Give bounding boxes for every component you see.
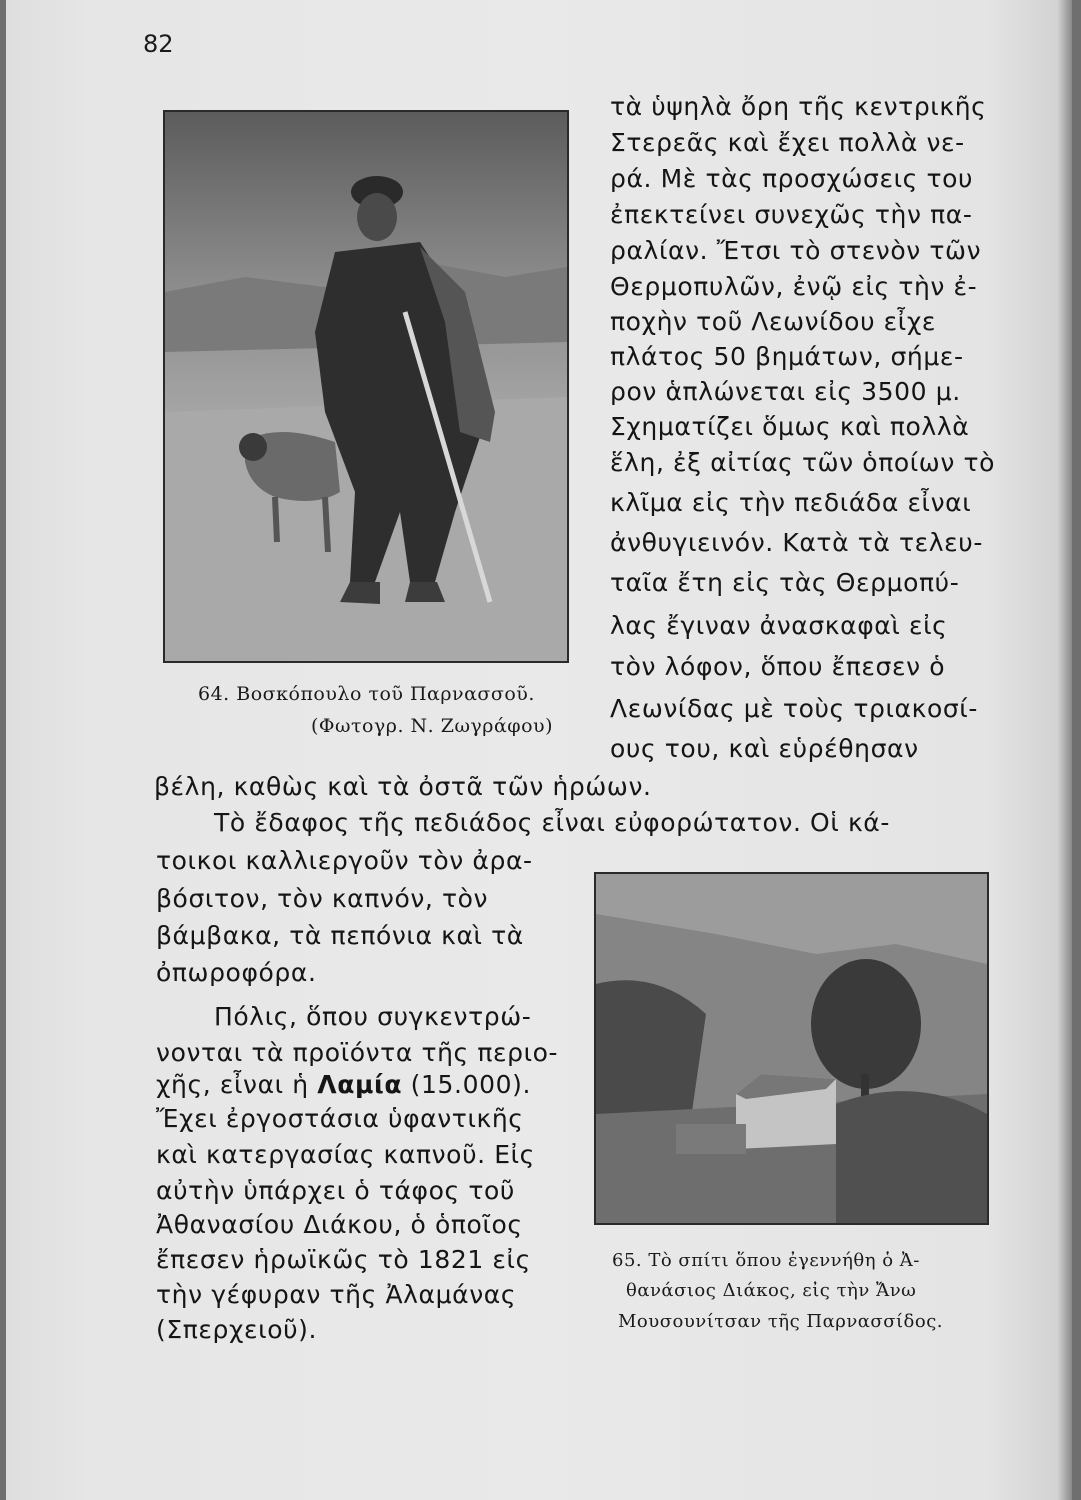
shepherd-photo [163, 110, 569, 663]
text-line: λας ἔγιναν ἀνασκαφαὶ εἰς [610, 611, 948, 640]
text-line: τὴν γέφυραν τῆς Ἀλαμάνας [156, 1280, 517, 1309]
book-page [6, 0, 1072, 1500]
text-line: Ἔχει ἐργοστάσια ὑφαντικῆς [156, 1104, 524, 1133]
text-line: βόσιτον, τὸν καπνόν, τὸν [156, 884, 489, 913]
text-line: ἀνθυγιεινόν. Κατὰ τὰ τελευ- [610, 528, 983, 557]
text-line: κλῖμα εἰς τὴν πεδιάδα εἶναι [610, 488, 972, 517]
text-line: βάμβακα, τὰ πεπόνια καὶ τὰ [156, 921, 524, 950]
text-line: (Σπερχειοῦ). [156, 1315, 318, 1344]
text-line: τὰ ὑψηλὰ ὄρη τῆς κεντρικῆς [610, 92, 987, 121]
text-line: πλάτος 50 βημάτων, σήμε- [610, 342, 964, 371]
text-line: ραλίαν. Ἔτσι τὸ στενὸν τῶν [610, 236, 982, 265]
text-line [156, 1070, 531, 1099]
text-line: Λεωνίδας μὲ τοὺς τριακοσί- [610, 694, 978, 723]
page-edge [1058, 0, 1072, 1500]
text-line: ἔπεσεν ἡρωϊκῶς τὸ 1821 εἰς [156, 1245, 531, 1274]
figure-65-caption-line3: Μουσουνίτσαν τῆς Παρνασσίδος. [618, 1311, 944, 1332]
text-line: ποχὴν τοῦ Λεωνίδου εἶχε [610, 307, 937, 336]
text-line: Θερμοπυλῶν, ἐνῷ εἰς τὴν ἐ- [610, 272, 978, 301]
text-line: ους του, καὶ εὑρέθησαν [610, 734, 919, 763]
figure-64-caption: 64. Βοσκόπουλο τοῦ Παρνασσοῦ. [198, 683, 535, 705]
figure-64-credit: (Φωτογρ. Ν. Ζωγράφου) [311, 715, 553, 737]
text-line: Ἀθανασίου Διάκου, ὁ ὁποῖος [156, 1210, 523, 1239]
text-line: Στερεᾶς καὶ ἔχει πολλὰ νε- [610, 128, 965, 157]
text-line: νονται τὰ προϊόντα τῆς περιο- [156, 1038, 559, 1067]
diakos-house-photo [594, 872, 989, 1225]
text-line: ταῖα ἔτη εἰς τὰς Θερμοπύ- [610, 568, 960, 597]
text-line: ὀπωροφόρα. [156, 958, 317, 987]
text-line: Σχηματίζει ὅμως καὶ πολλὰ [610, 412, 970, 441]
text-line: καὶ κατεργασίας καπνοῦ. Εἰς [156, 1140, 535, 1169]
diakos-house-photo-image [596, 874, 987, 1223]
text-line: τοικοι καλλιεργοῦν τὸν ἀρα- [156, 846, 533, 875]
text-fragment: (15.000). [402, 1070, 532, 1099]
text-line: ἕλη, ἐξ αἰτίας τῶν ὁποίων τὸ [610, 448, 995, 477]
paragraph-start: Πόλις, ὅπου συγκεντρώ- [214, 1002, 532, 1031]
text-line: ρον ἁπλώνεται εἰς 3500 μ. [610, 377, 961, 406]
text-line: αὐτὴν ὑπάρχει ὁ τάφος τοῦ [156, 1176, 515, 1205]
page-number: 82 [143, 30, 174, 58]
text-line: τὸν λόφον, ὅπου ἔπεσεν ὁ [610, 652, 946, 681]
text-line: βέλη, καθὼς καὶ τὰ ὀστᾶ τῶν ἡρώων. [154, 772, 652, 801]
figure-65-caption-line1: 65. Τὸ σπίτι ὅπου ἐγεννήθη ὁ Ἀ- [612, 1250, 920, 1271]
text-line: ρά. Μὲ τὰς προσχώσεις του [610, 164, 974, 193]
paragraph-start: Τὸ ἔδαφος τῆς πεδιάδος εἶναι εὐφορώτατον. Οἱ κά- [214, 808, 890, 837]
figure-65-caption-line2: θανάσιος Διάκος, εἰς τὴν Ἄνω [626, 1280, 917, 1301]
shepherd-photo-image [165, 112, 567, 661]
text-line: ἐπεκτείνει συνεχῶς τὴν πα- [610, 200, 973, 229]
city-name: Λαμία [317, 1070, 403, 1099]
text-fragment: χῆς, εἶναι ἡ [156, 1070, 318, 1099]
